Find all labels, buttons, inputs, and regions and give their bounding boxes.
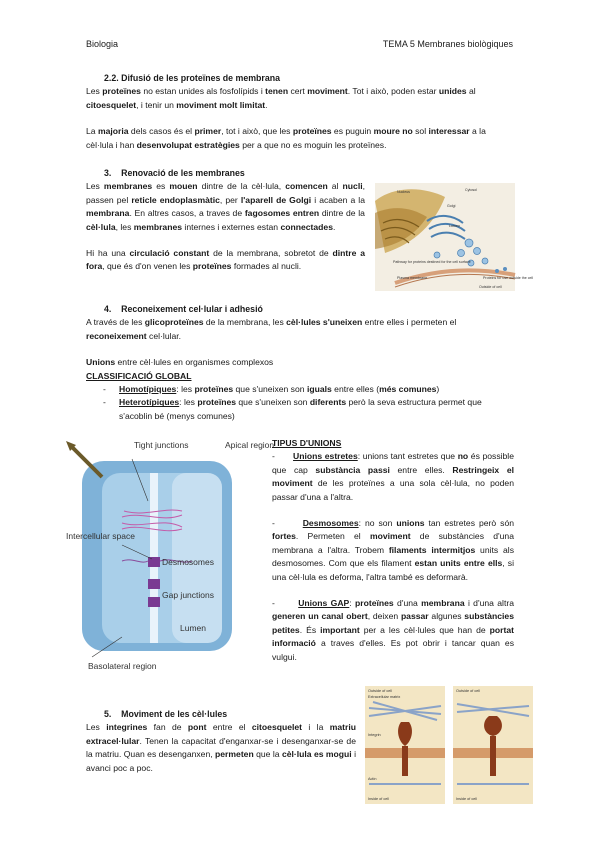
bold-term: diferents [309, 397, 347, 408]
text-run: però la seva estructura permet que s'acoblin bé (menys comunes) [119, 397, 482, 421]
figure-label: Extracellular matrix [368, 695, 401, 699]
text-run: al [466, 86, 476, 97]
label-intercellular-space: Intercellular space [66, 531, 135, 541]
label-apical-region: Apical region [225, 440, 275, 450]
text-run: La [86, 126, 98, 137]
text-run: i d'una altra [464, 598, 514, 609]
bold-term: interessar [428, 126, 470, 137]
text-run: es [152, 181, 170, 192]
bold-term: fortes [272, 531, 296, 542]
text-run: entre elles. [389, 464, 453, 475]
text-run: i avanci poc a poc. [86, 749, 356, 773]
text-run: entre el [206, 722, 252, 733]
bold-term: cèl·lula [86, 221, 116, 232]
bold-term: moure no [373, 126, 413, 137]
bold-term: Homotípiques [119, 384, 177, 395]
bold-term: membranes [133, 221, 183, 232]
bold-term: majoria [97, 126, 129, 137]
figure-label: Outside of cell [368, 689, 393, 693]
bold-term: cèl·lules s'uneixen [286, 317, 363, 328]
bold-term: Heterotípiques [119, 397, 180, 408]
bold-term: Restringeix el moviment [272, 464, 514, 489]
text-run: : les [179, 397, 198, 408]
junction-types-title: TIPUS D'UNIONS [272, 438, 342, 448]
bold-term: reticle endoplasmàtic [131, 194, 220, 205]
bold-term: l'aparell de Golgi [240, 194, 312, 205]
label-lumen: Lumen [180, 623, 206, 633]
bold-term: desenvolupat estratègies [136, 139, 240, 150]
membrane-renewal-figure [375, 183, 534, 291]
text-run: que s'uneixen son [233, 384, 307, 395]
bold-term: comencen [285, 181, 328, 192]
text-run: , i tenir un [136, 99, 177, 110]
text-run: : unions tant estretes que [357, 451, 458, 462]
label-gap-junctions: Gap junctions [162, 590, 214, 600]
figure-label: Golgi [447, 204, 456, 208]
bold-term: pont [187, 722, 207, 733]
figure-label: Lumen [449, 224, 460, 228]
bold-term: proteïnes [292, 126, 332, 137]
text-run: Les [86, 181, 104, 192]
text-run: és possible que cap [272, 451, 514, 475]
bold-term: substància passi [315, 464, 390, 475]
paragraph [86, 721, 356, 775]
section-3 [86, 167, 365, 274]
bold-term: primer [194, 126, 222, 137]
bold-term: proteïnes [192, 261, 232, 272]
text-run: per a les cèl·lules que han de [359, 624, 490, 635]
text-run: , les [115, 221, 134, 232]
label-tight-junctions: Tight junctions [134, 440, 189, 450]
paragraph [86, 125, 514, 152]
figure-label: Plasma membrane [397, 276, 428, 280]
text-run: tan estretes però són [424, 518, 515, 529]
bold-term: cèl·lula es mogui [281, 749, 352, 760]
classification-list [86, 383, 514, 423]
text-run: a la cèl·lula i han [86, 126, 486, 150]
text-run: A través de les [86, 317, 145, 328]
text-run: . Tot i això, poden estar [347, 86, 439, 97]
section-2-2 [86, 72, 514, 152]
text-run: , passen pel [86, 181, 365, 205]
text-run: , tot i això, que les [221, 126, 293, 137]
bold-term: Desmosomes [302, 518, 359, 529]
text-run: , per [219, 194, 241, 205]
text-run: es puguin [331, 126, 374, 137]
text-run: i la [302, 722, 330, 733]
text-run: de les proteïnes a una sola cèl·lula, no poden passar d'una a l'altra. [272, 478, 514, 502]
text-run: algunes [428, 611, 465, 622]
text-run: de la membrana, les [203, 317, 287, 328]
cell-junctions-figure [62, 437, 275, 677]
figure-label: Integrin [368, 733, 381, 737]
bold-term: reconeixement [86, 330, 147, 341]
bold-term: permeten [215, 749, 254, 760]
bold-term: més comunes [379, 384, 437, 395]
text-run: Hi ha una [86, 248, 130, 259]
bold-term: unions [396, 518, 425, 529]
text-run: internes i externes estan [182, 221, 281, 232]
header-subject: Biologia [86, 39, 119, 49]
bold-term: glicoproteïnes [144, 317, 204, 328]
bold-term: fagosomes entren [244, 208, 320, 219]
text-run: Les [86, 86, 103, 97]
list-item [86, 396, 514, 423]
text-run: . [265, 99, 268, 110]
junction-item: - Unions estretes: unions tant estretes que no és possible que cap substància passi entre elles. Restringeix el moviment de les proteïnes a una sola cèl·lula, no poden passar d'una a l'altra. [272, 451, 514, 502]
text-run: entre cèl·lules en organismes complexos [115, 357, 274, 368]
text-run: dels casos és el [128, 126, 195, 137]
bold-term: integrines [106, 722, 148, 733]
bold-term: passar [400, 611, 429, 622]
paragraph [86, 247, 365, 274]
bold-term: proteïnes [355, 598, 394, 609]
text-run: Les [86, 722, 107, 733]
text-run: que s'uneixen son [236, 397, 310, 408]
bold-term: dintre a fora [86, 248, 365, 272]
text-run: entre elles ( [331, 384, 380, 395]
bold-term: matriu extracel·lular [86, 722, 356, 746]
label-basolateral-region: Basolateral region [88, 661, 157, 671]
text-run: dintre de la [319, 208, 365, 219]
bold-term: proteïnes [197, 397, 237, 408]
paragraph [86, 356, 514, 369]
bold-term: no [457, 451, 469, 462]
figure-label: Inside of cell [456, 797, 478, 801]
section-title: 5. Moviment de les cèl·lules [104, 709, 228, 719]
text-run: . Tenen la capacitat d'enganxar-se i desenganxar-se de la matriu. Quan es desenganxen, [86, 735, 356, 760]
text-run: units als desmosomes. Com que els filament [272, 544, 514, 569]
paragraph [86, 85, 514, 112]
text-run: . [332, 221, 336, 232]
bold-term: tenen [265, 86, 289, 97]
text-run: dintre de la cèl·lula, [197, 181, 286, 192]
junction-types [272, 437, 514, 664]
bold-term: substàncies petites [272, 611, 514, 635]
bold-term: proteïnes [102, 86, 141, 97]
figure-label: Inside of cell [368, 797, 390, 801]
text-run: per a que no es moguin les proteïnes. [239, 139, 387, 150]
bold-term: membrana [86, 208, 130, 219]
bold-term: generen un canal obert [272, 611, 368, 622]
bold-term: citoesquelet [251, 722, 303, 733]
text-run: : no son [358, 518, 397, 529]
bold-term: Unions estretes [293, 451, 358, 462]
bold-term: important [320, 624, 360, 635]
text-run: fan de [147, 722, 188, 733]
section-title: 2.2. Difusió de les proteïnes de membrana [104, 73, 280, 83]
bold-term: membranes [103, 181, 153, 192]
paragraph [86, 316, 514, 343]
bold-term: connectades [280, 221, 333, 232]
bold-term: circulació constant [129, 248, 210, 259]
bold-term: unides [438, 86, 467, 97]
text-run: , deixen [367, 611, 401, 622]
figure-label: Actin [368, 777, 377, 781]
text-run: sol [412, 126, 429, 137]
bold-term: membrana [421, 598, 465, 609]
bold-term: moviment [307, 86, 348, 97]
bold-term: Unions GAP [298, 598, 350, 609]
bold-term: moviment molt limitat [176, 99, 266, 110]
paragraph [86, 180, 365, 234]
text-run: ) [436, 384, 440, 395]
bold-term: filaments intermitjos [388, 544, 476, 555]
text-run: i acaben a la [311, 194, 365, 205]
bold-term: moviment [369, 531, 411, 542]
text-run: , si una cèl·lula es deforma, l'altra també es deformarà. [272, 558, 515, 582]
text-run: que la [253, 749, 282, 760]
text-run: : [349, 598, 356, 609]
header-topic: TEMA 5 Membranes biològiques [382, 39, 513, 49]
bold-term: proteïnes [194, 384, 234, 395]
text-run: . És [299, 624, 321, 635]
section-4 [86, 303, 514, 423]
bold-term: citoesquelet [86, 99, 137, 110]
section-5 [86, 708, 356, 775]
figure-label: Outside of cell [456, 689, 481, 693]
text-run: cert [288, 86, 308, 97]
text-run: : les [176, 384, 195, 395]
text-run: , que és d'on venen les [102, 261, 193, 272]
text-run: a traves d'elles. Es pot obrir i tancar quan es vulgui. [272, 638, 514, 662]
figure-label: Cytosol [465, 188, 477, 192]
junction-item: - Desmosomes: no son unions tan estretes però són fortes. Permeten el moviment de substàncies d'una membrana a l'altra. Trobem filaments intermitjos units als desmosomes. Com que els filament estan units entre ells, si una cèl·lula es deforma, l'altra també es deformarà. [272, 518, 515, 582]
text-run: de la membrana, sobretot de [209, 248, 333, 259]
classification-title: CLASSIFICACIÓ GLOBAL [86, 370, 192, 381]
text-run: d'una [393, 598, 422, 609]
figure-label: Pathway for proteins destined for the cell surface [393, 260, 471, 264]
integrin-figure [365, 686, 533, 804]
text-run: cel·lular. [146, 330, 182, 341]
list-item [86, 383, 514, 396]
bold-term: estan units entre ells [414, 558, 503, 569]
text-run: . En altres casos, a traves de [129, 208, 245, 219]
section-title: 4. Reconeixement cel·lular i adhesió [104, 304, 263, 314]
text-run: formades al nucli. [231, 261, 302, 272]
text-run: de substàncies d'una membrana a l'altra. Trobem [272, 531, 514, 555]
bold-term: Unions [86, 357, 116, 368]
section-title: 3. Renovació de les membranes [104, 168, 245, 178]
text-run: entre elles i permeten el [362, 317, 457, 328]
text-run: no estan unides als fosfolípids i [140, 86, 266, 97]
bold-term: iguals [306, 384, 332, 395]
label-desmosomes: Desmosomes [162, 557, 214, 567]
text-run: . Permeten el [295, 531, 370, 542]
bold-term: mouen [169, 181, 198, 192]
figure-label: Outside of cell [479, 285, 502, 289]
junction-item: - Unions GAP: proteïnes d'una membrana i d'una altra generen un canal obert, deixen passar algunes substàncies petites. És important per a les cèl·lules que han de portat informació a traves d'elles. Es pot obrir i tancar quan es vulgui. [272, 598, 514, 662]
text-run: al [327, 181, 343, 192]
bold-term: portat informació [272, 624, 514, 649]
figure-label: Nucleus [397, 190, 410, 194]
bold-term: nucli [342, 181, 363, 192]
figure-label: Proteins for use outside the cell [483, 276, 534, 280]
